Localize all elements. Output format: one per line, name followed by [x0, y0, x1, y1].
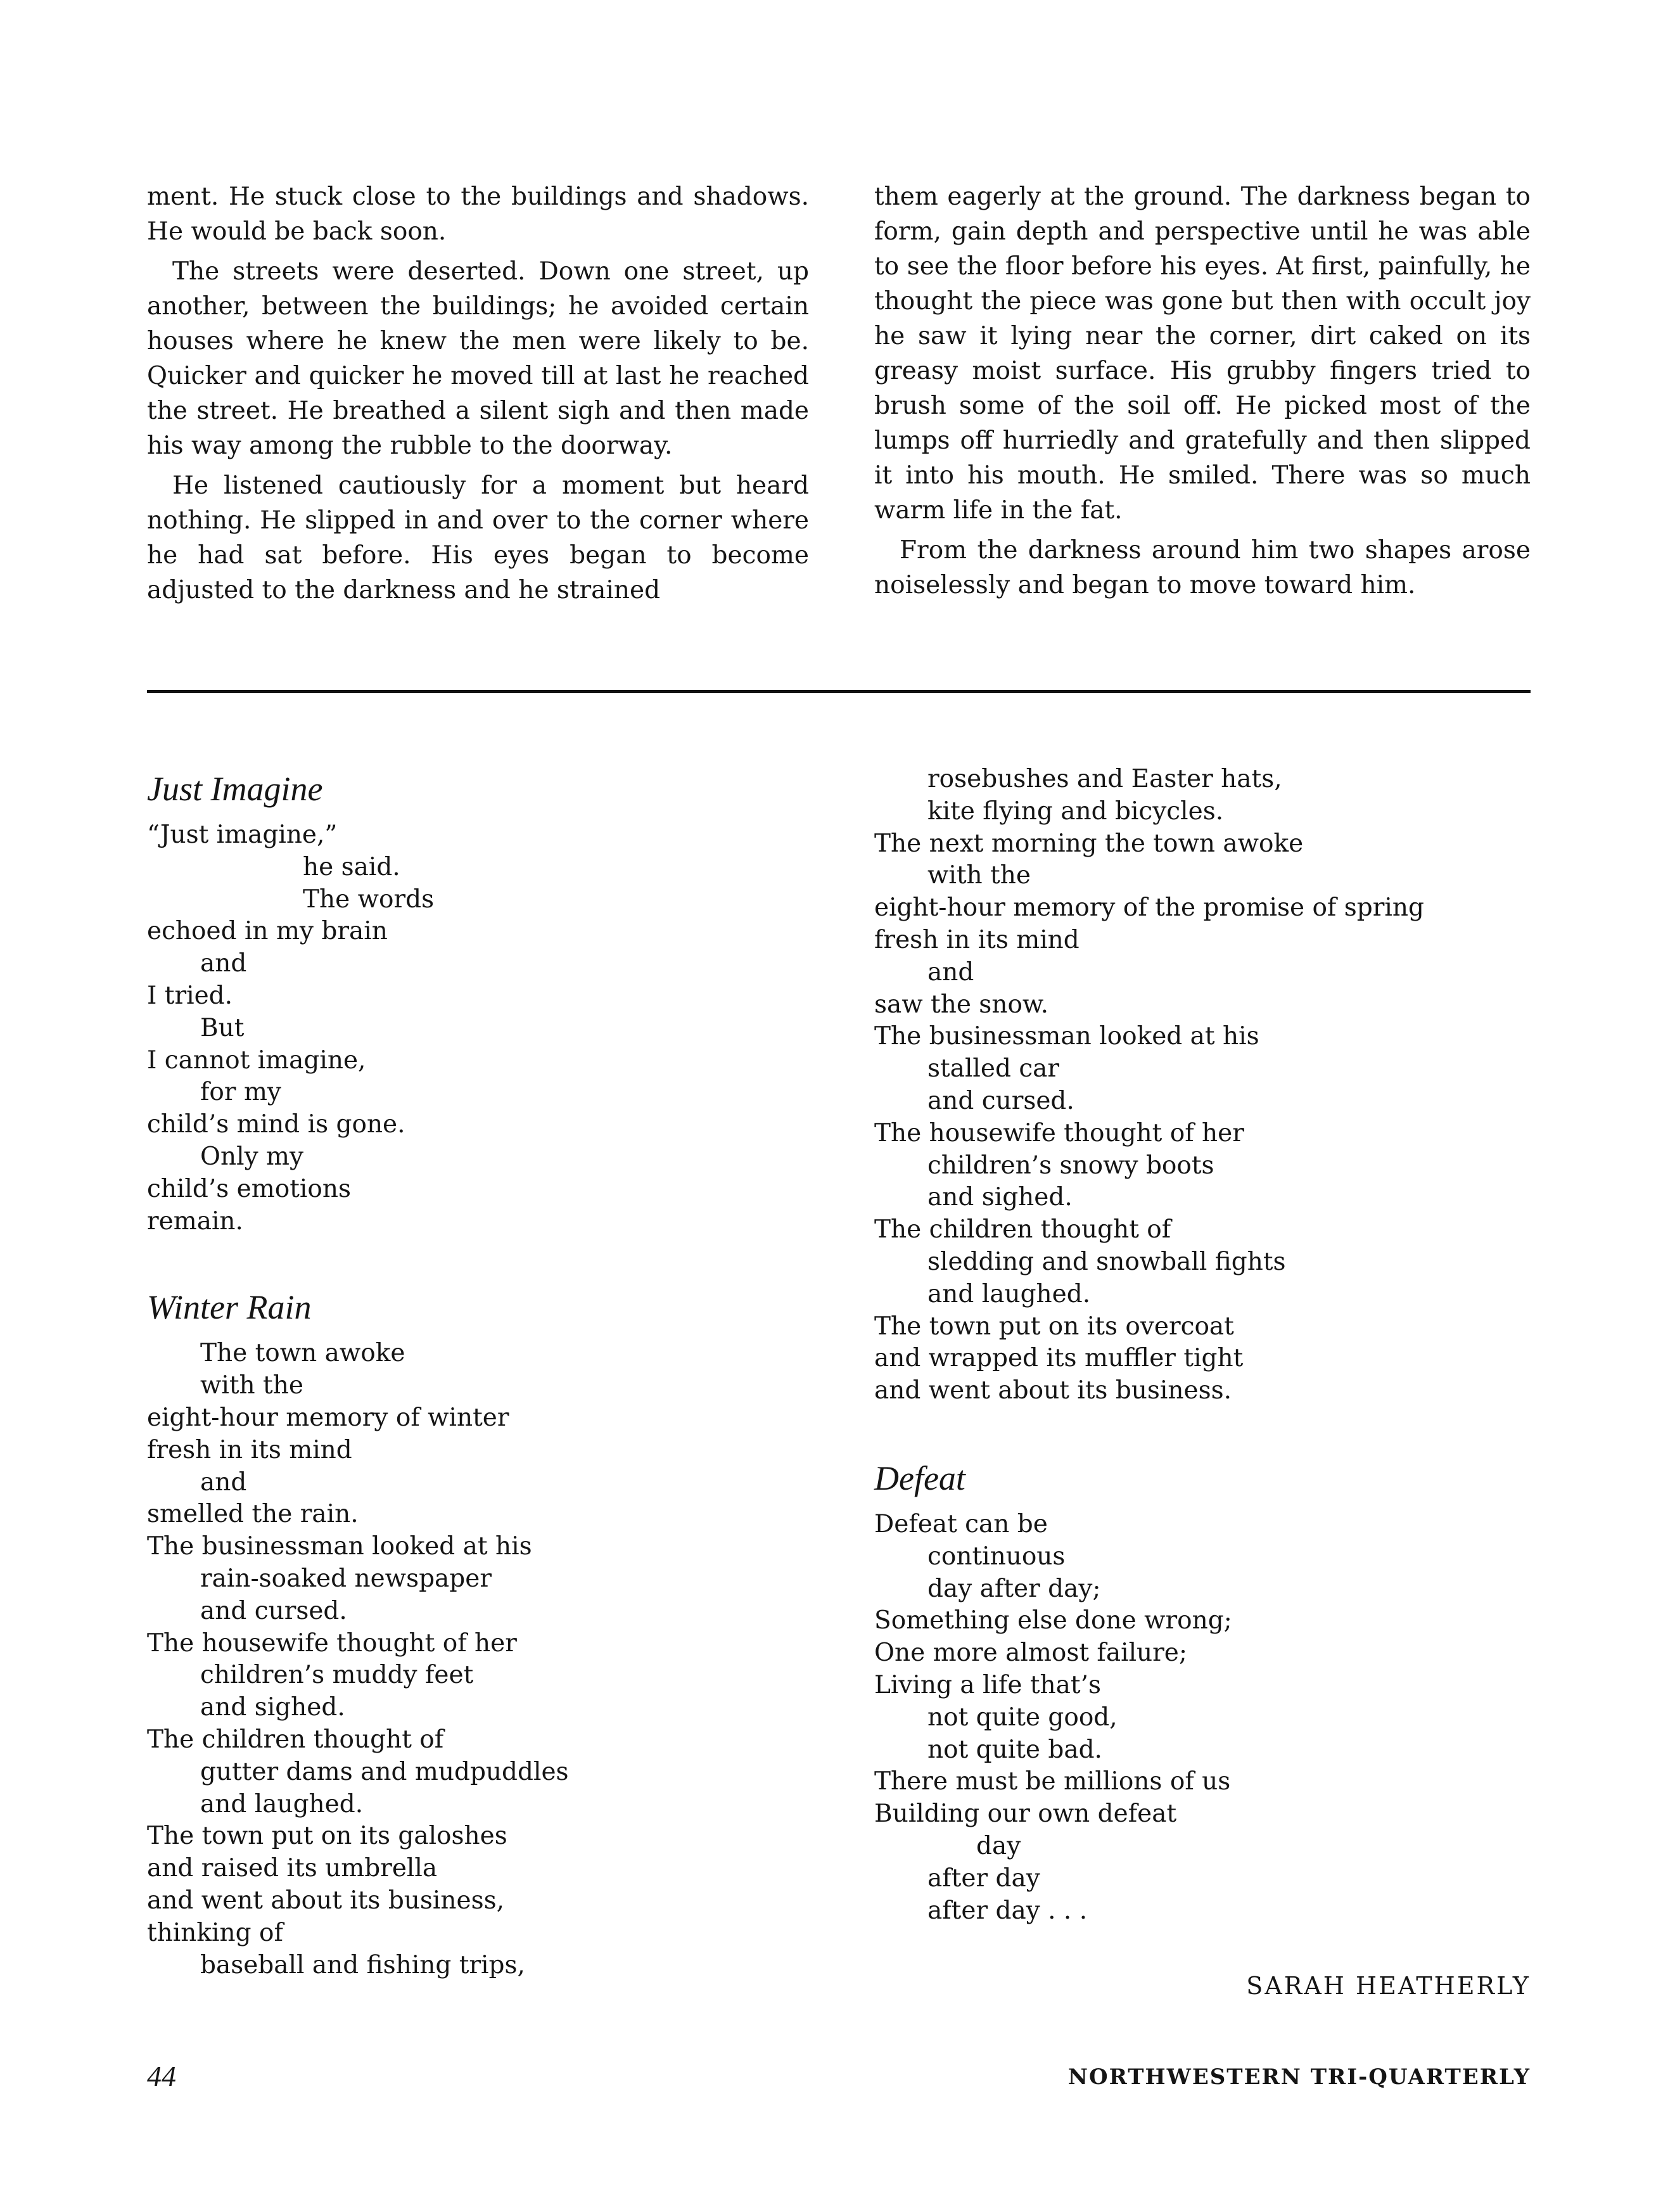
prose-left-column [147, 179, 809, 613]
poem-line: There must be millions of us [874, 1767, 1231, 1796]
poem-line: The businessman looked at his [874, 1022, 1259, 1051]
poem-title-just-imagine: Just Imagine [147, 770, 323, 808]
poem-line: and raised its umbrella [147, 1854, 438, 1883]
poem-line: remain. [147, 1206, 243, 1236]
poem-title-winter-rain: Winter Rain [147, 1288, 312, 1327]
poem-line: “Just imagine,” [147, 821, 338, 849]
poem-line: echoed in my brain [147, 917, 388, 946]
poem-line: stalled car [927, 1054, 1060, 1084]
poem-line: smelled the rain. [147, 1500, 359, 1529]
poem-line: But [200, 1013, 245, 1042]
prose-paragraph: The streets were deserted. Down one street, up another, between the buildings; he avoided certain houses where he knew the men were likely to be. Quicker and quicker he moved till at last he reached the street. He breathed a silent sigh and then made his way among the rubble to the doorway. [147, 257, 809, 460]
poem-line: The children thought of [874, 1215, 1171, 1244]
poem-line: and laughed. [927, 1279, 1091, 1308]
poem-line: The housewife thought of her [147, 1628, 517, 1658]
poem-line: Only my [200, 1142, 304, 1171]
poem-line: he said. [303, 852, 400, 881]
poem-line: gutter dams and mudpuddles [200, 1757, 569, 1786]
poem-line: and cursed. [200, 1596, 347, 1625]
prose-paragraph: From the darkness around him two shapes arose noiselessly and began to move toward him. [874, 536, 1531, 599]
magazine-title: NORTHWESTERN TRI-QUARTERLY [1067, 2064, 1531, 2090]
poem-line: and sighed. [927, 1183, 1073, 1212]
prose-paragraph: them eagerly at the ground. The darkness began to form, gain depth and perspective until he was able to see the floor before his eyes. At first, painfully, he thought the piece was gone but then with occult joy he saw it lying near the corner, dirt caked on its greasy moist surface. His grubby fingers tried to brush some of the soil off. He picked most of the lumps off hurriedly and gratefully and then slipped it into his mouth. He smiled. There was so much warm life in the fat. [874, 182, 1531, 525]
poem-line: The town put on its overcoat [874, 1312, 1234, 1341]
poem-line: with the [200, 1371, 303, 1400]
poem-line: and sighed. [200, 1693, 345, 1722]
poem-line: baseball and fishing trips, [200, 1950, 525, 1979]
spacer [874, 1407, 1539, 1459]
poem-line: for my [200, 1078, 281, 1107]
poem-line: rain-soaked newspaper [200, 1564, 492, 1593]
poem-line: not quite bad. [927, 1735, 1102, 1764]
poem-line: I tried. [147, 981, 233, 1010]
poem-line: eight-hour memory of the promise of spring [874, 893, 1424, 923]
poem-line: kite flying and bicycles. [927, 796, 1224, 826]
poem-line: rosebushes and Easter hats, [927, 765, 1282, 793]
poem-line: The town awoke [200, 1339, 405, 1368]
poem-line: and [927, 957, 974, 987]
poem-line: thinking of [147, 1918, 283, 1947]
poem-line: child’s emotions [147, 1174, 351, 1203]
poem-line: One more almost failure; [874, 1639, 1188, 1668]
poem-line: children’s muddy feet [200, 1661, 474, 1690]
page-number: 44 [147, 2060, 176, 2092]
poem-line: after day [927, 1864, 1040, 1893]
poem-line: and went about its business, [147, 1886, 505, 1915]
poems-left-column [147, 770, 844, 1981]
prose-paragraph: ment. He stuck close to the buildings and shadows. He would be back soon. [147, 182, 809, 246]
poem-title-defeat: Defeat [874, 1459, 965, 1497]
poem-line: after day . . . [927, 1896, 1088, 1925]
poem-line: and [200, 1467, 247, 1497]
poem-line: fresh in its mind [147, 1435, 352, 1464]
poem-line: eight-hour memory of winter [147, 1403, 509, 1432]
poem-line: The next morning the town awoke [874, 829, 1304, 858]
poem-line: Building our own defeat [874, 1800, 1177, 1829]
poem-line: The businessman looked at his [147, 1532, 532, 1561]
poem-line: Living a life that’s [874, 1670, 1101, 1699]
prose-paragraph: He listened cautiously for a moment but heard nothing. He slipped in and over to the corner where he had sat before. His eyes began to become adjusted to the darkness and he strained [147, 471, 809, 604]
prose-right-column [874, 179, 1531, 608]
poem-line: and cursed. [927, 1086, 1074, 1115]
poem-line: day [976, 1831, 1021, 1860]
poem-line: sledding and snowball fights [927, 1247, 1286, 1276]
poem-line: The housewife thought of her [874, 1118, 1244, 1148]
poem-line: with the [927, 861, 1031, 890]
author-name: SARAH HEATHERLY [1246, 1972, 1531, 2000]
poem-line: day after day; [927, 1574, 1101, 1603]
poem-line: and wrapped its muffler tight [874, 1344, 1244, 1373]
section-divider [147, 690, 1531, 693]
poem-line: Defeat can be [874, 1509, 1048, 1538]
poem-line: and [200, 949, 247, 978]
poem-line: I cannot imagine, [147, 1045, 366, 1075]
poem-line: and went about its business. [874, 1376, 1232, 1405]
poem-line: not quite good, [927, 1703, 1118, 1732]
poem-line: child’s mind is gone. [147, 1110, 405, 1139]
poem-line: saw the snow. [874, 990, 1049, 1019]
spacer [147, 1237, 844, 1288]
poem-line: The town put on its galoshes [147, 1822, 507, 1851]
poems-right-column [874, 764, 1539, 1927]
poem-line: continuous [927, 1542, 1066, 1571]
poem-line: Something else done wrong; [874, 1606, 1232, 1635]
poem-line: children’s snowy boots [927, 1151, 1214, 1180]
poem-line: fresh in its mind [874, 925, 1080, 954]
poem-line: The children thought of [147, 1725, 444, 1754]
poem-line: and laughed. [200, 1789, 364, 1819]
poem-line: The words [303, 885, 435, 914]
